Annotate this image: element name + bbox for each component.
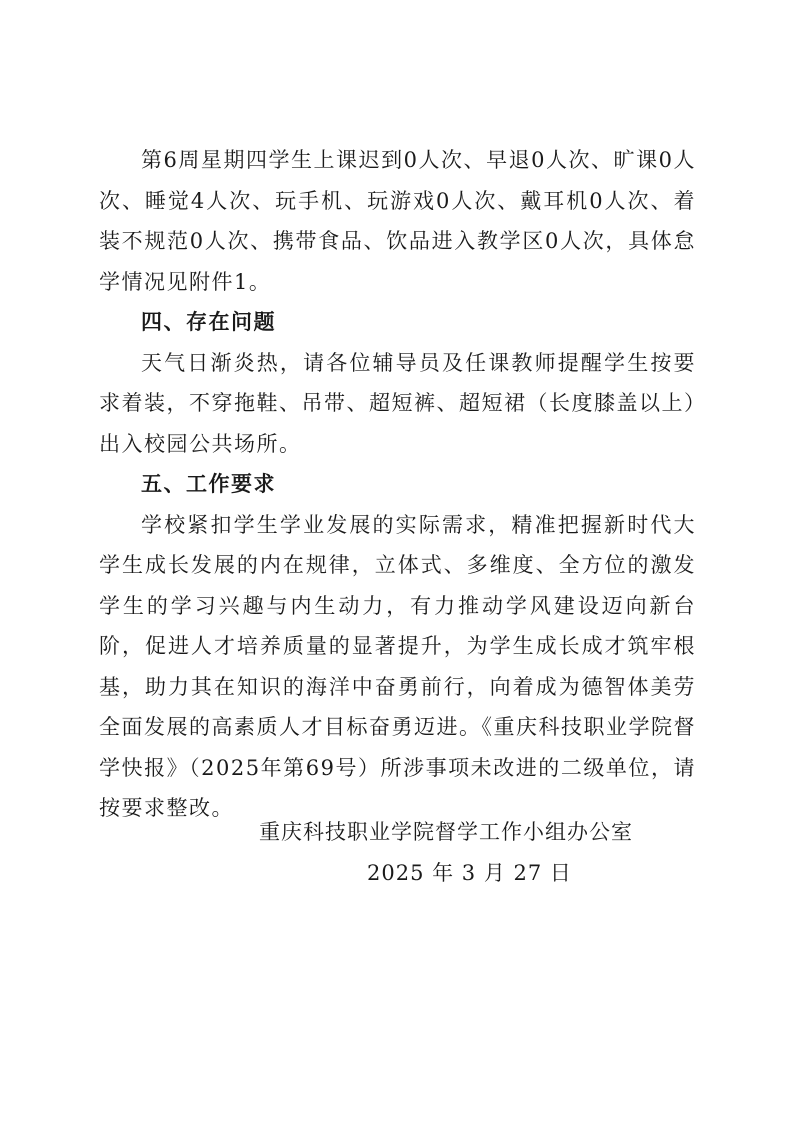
- problems-paragraph: 天气日渐炎热，请各位辅导员及任课教师提醒学生按要求着装，不穿拖鞋、吊带、超短裤、超短裙（长度膝盖以上）出入校园公共场所。: [99, 350, 696, 456]
- section-heading-requirements: 五、工作要求: [141, 471, 276, 496]
- signature-date: 2025 年 3 月 27 日: [367, 860, 572, 885]
- section-heading-problems: 四、存在问题: [141, 309, 276, 334]
- attendance-summary-paragraph: 第6周星期四学生上课迟到0人次、早退0人次、旷课0人次、睡觉4人次、玩手机、玩游戏0人次、戴耳机0人次、着装不规范0人次、携带食品、饮品进入教学区0人次，具体怠学情况见附件1。: [99, 148, 696, 294]
- signature-block: [99, 812, 696, 893]
- requirements-paragraph: 学校紧扣学生学业发展的实际需求，精准把握新时代大学生成长发展的内在规律，立体式、多维度、全方位的激发学生的学习兴趣与内生动力，有力推动学风建设迈向新台阶，促进人才培养质量的显著提升，为学生成长成才筑牢根基，助力其在知识的海洋中奋勇前行，向着成为德智体美劳全面发展的高素质人才目标奋勇迈进。《重庆科技职业学院督学快报》（2025年第69号）所涉事项未改进的二级单位，请按要求整改。: [99, 512, 696, 820]
- signature-organization: 重庆科技职业学院督学工作小组办公室: [259, 820, 633, 844]
- document-body: [99, 140, 696, 829]
